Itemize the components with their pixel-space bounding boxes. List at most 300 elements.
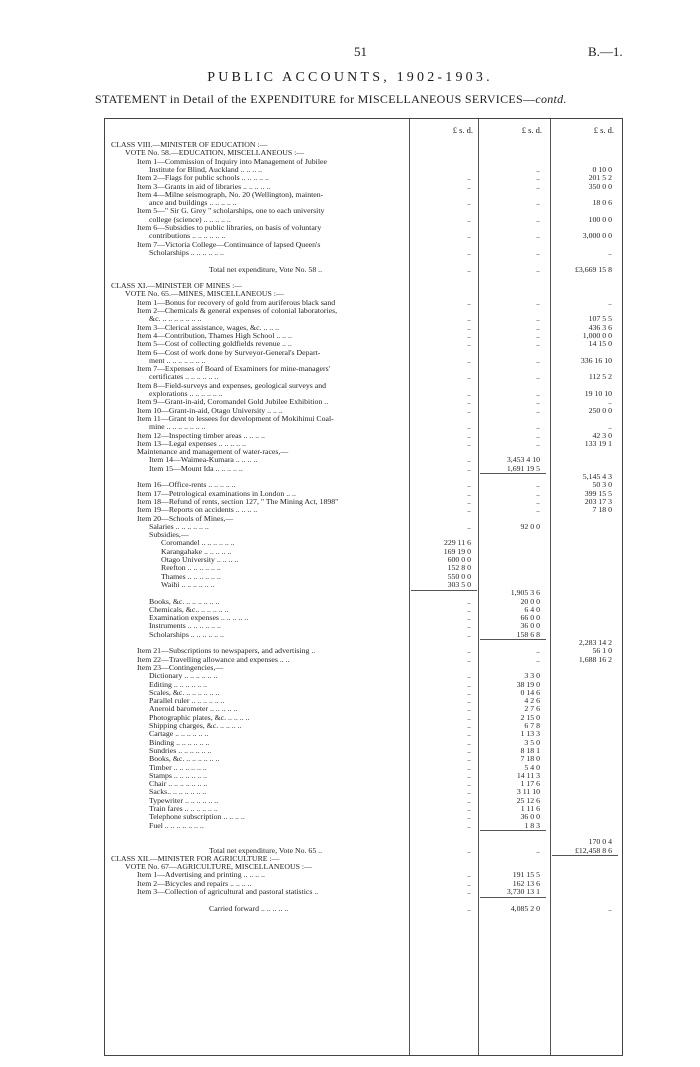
amount-column-1: .. [467, 671, 471, 681]
amount-column-1: .. [467, 870, 471, 880]
table-row [105, 332, 624, 340]
table-row [105, 174, 624, 182]
amount-column-1: .. [467, 463, 471, 473]
amount-column-1: 303 5 0 [447, 579, 471, 589]
table-row [105, 822, 624, 830]
table-row [105, 423, 624, 431]
row-description: Otago University .. .. .. .. [161, 556, 239, 564]
table-row [105, 797, 624, 805]
amount-column-1: .. [467, 496, 471, 506]
amount-column-3: 1,000 0 0 [582, 330, 612, 340]
amount-column-3: 100 0 0 [588, 214, 612, 224]
row-description: Train fares .. .. .. .. .. .. [149, 805, 218, 813]
row-description: Typewriter .. .. .. .. .. .. [149, 796, 219, 805]
table-row [105, 705, 624, 713]
amount-column-2: 5 4 0 [524, 762, 540, 772]
table-row [105, 523, 624, 531]
row-description: Chair .. .. .. .. .. .. .. [149, 780, 208, 789]
row-description: Item 1—Commission of Inquiry into Management of Jubilee [137, 157, 327, 166]
row-description: certificates .. .. .. .. .. .. [149, 373, 219, 382]
row-description: Salaries .. .. .. .. .. .. [149, 522, 209, 531]
table-row [105, 896, 624, 904]
amount-column-2: .. [536, 314, 540, 324]
table-row [105, 847, 624, 855]
table-row [105, 282, 624, 290]
amount-column-2: 2 15 0 [520, 712, 540, 722]
amount-column-1: .. [467, 521, 471, 531]
table-row [105, 656, 624, 664]
table-row [105, 697, 624, 705]
amount-column-3: 5,145 4 3 [582, 472, 612, 481]
row-description: &c. .. .. .. .. .. .. .. [149, 315, 202, 324]
table-row [105, 863, 624, 871]
table-row [105, 324, 624, 332]
amount-column-1: .. [467, 878, 471, 888]
amount-column-1: .. [467, 480, 471, 490]
row-description: Examination expenses .. .. .. .. .. [149, 614, 249, 623]
table-row [105, 432, 624, 440]
table-row [105, 183, 624, 191]
table-row [105, 838, 624, 846]
row-description: Total net expenditure, Vote No. 58 .. [209, 265, 323, 274]
amount-column-2: 3 11 10 [516, 787, 540, 797]
row-description: Subsidies,— [149, 531, 189, 540]
row-description: Telephone subscription .. .. .. .. [149, 813, 245, 822]
amount-column-2: 38 19 0 [516, 679, 540, 689]
table-row [105, 440, 624, 448]
amount-column-1: 600 0 0 [447, 555, 471, 564]
row-description: Item 5—" Sir G. Grey " scholarships, one to each university [137, 207, 325, 216]
amount-column-3: .. [608, 397, 612, 407]
row-description: Scales, &c. .. .. .. .. .. .. [149, 688, 220, 697]
table-row [105, 365, 624, 373]
table-row [105, 166, 624, 174]
amount-column-1: .. [467, 779, 471, 789]
table-row [105, 639, 624, 647]
row-description: Item 6—Subsidies to public libraries, on basis of voluntary [137, 224, 322, 232]
table-row [105, 506, 624, 514]
amount-column-3: 18 0 6 [592, 198, 612, 208]
row-description: CLASS XI.—MINISTER OF MINES :— [111, 282, 243, 291]
amount-column-3: 50 3 0 [592, 480, 612, 490]
amount-column-3: 107 5 5 [588, 314, 612, 324]
table-row [105, 390, 624, 398]
row-description: Item 5—Cost of collecting goldfields revenue .. .. [137, 340, 292, 349]
amount-column-2: 1,691 19 5 [506, 463, 540, 473]
table-row [105, 581, 624, 589]
amount-column-1: .. [467, 231, 471, 241]
amount-column-2: 6 4 0 [524, 604, 540, 614]
table-row [105, 241, 624, 249]
table-row [105, 780, 624, 788]
amount-column-1: .. [467, 903, 471, 913]
table-row [105, 871, 624, 879]
table-row [105, 548, 624, 556]
table-row [105, 498, 624, 506]
row-description: Cartage .. .. .. .. .. .. [149, 730, 209, 739]
row-description: VOTE No. 65.—MINES, MISCELLANEOUS :— [125, 290, 284, 299]
table-row [105, 830, 624, 838]
amount-column-1: .. [467, 687, 471, 697]
table-row [105, 290, 624, 298]
table-row [105, 398, 624, 406]
amount-column-1: .. [467, 696, 471, 706]
amount-column-2: 3 3 0 [524, 671, 540, 681]
row-description: Fuel .. .. .. .. .. .. .. [149, 821, 204, 830]
amount-column-1: .. [467, 770, 471, 780]
row-description: Item 4—Milne seismograph, No. 20 (Wellington), mainten- [137, 190, 324, 199]
amount-column-3: 1,688 16 2 [578, 654, 612, 664]
table-row [105, 315, 624, 323]
amount-column-2: .. [536, 438, 540, 448]
page-number: 51 [354, 44, 367, 59]
table-row [105, 407, 624, 415]
amount-column-3: £3,669 15 8 [574, 264, 612, 274]
table-row [105, 805, 624, 813]
table-row [105, 257, 624, 265]
amount-column-2: .. [536, 480, 540, 490]
row-description: Item 6—Cost of work done by Surveyor-General's Depart- [137, 348, 321, 357]
amount-column-3: 112 5 2 [588, 372, 612, 382]
amount-column-1: .. [467, 845, 471, 855]
amount-column-2: 158 6 8 [516, 629, 540, 639]
row-description: Aneroid barometer .. .. .. .. .. [149, 705, 238, 714]
row-description: Waihi .. .. .. .. .. .. [161, 580, 215, 589]
amount-column-3: 2,283 14 2 [578, 638, 612, 647]
amount-column-2: .. [536, 430, 540, 440]
row-description: Item 19—Reports on accidents .. .. .. .. [137, 506, 258, 515]
amount-column-2: 3,730 13 1 [506, 887, 540, 896]
amount-column-3: 133 19 1 [584, 438, 612, 448]
row-description: Item 13—Legal expenses .. .. .. .. .. [137, 439, 246, 448]
row-description: Item 4—Contribution, Thames High School .. .. .. [137, 331, 292, 340]
row-description: Parallel ruler .. .. .. .. .. .. [149, 697, 225, 706]
table-row [105, 905, 624, 913]
row-description: explorations .. .. .. .. .. .. [149, 390, 223, 398]
amount-column-1: .. [467, 712, 471, 722]
amount-column-1: .. [467, 704, 471, 714]
table-row [105, 589, 624, 597]
amount-column-3: 14 15 0 [588, 339, 612, 349]
row-description: Item 10—Grant-in-aid, Otago University .. .. .. [137, 406, 283, 415]
row-description: Scholarships .. .. .. .. .. .. [149, 630, 224, 639]
amount-column-2: 6 7 8 [524, 721, 540, 730]
table-row [105, 730, 624, 738]
column-header-2: £ s. d. [521, 125, 542, 135]
amount-column-3: 56 1 0 [592, 646, 612, 656]
amount-column-3: 0 10 0 [592, 164, 612, 174]
amount-column-1: .. [467, 621, 471, 631]
row-description: Item 18—Refund of rents, section 127, " The Mining Act, 1898" [137, 497, 339, 506]
row-description: Stamps .. .. .. .. .. .. [149, 771, 208, 780]
table-row [105, 224, 624, 232]
row-description: Books, &c. .. .. .. .. .. .. [149, 597, 220, 606]
subtitle-text: STATEMENT in Detail of the EXPENDITURE for MISCELLANEOUS SERVICES— [95, 92, 536, 106]
amount-column-2: .. [536, 422, 540, 432]
amount-column-3: 3,000 0 0 [582, 231, 612, 241]
row-description: Shipping charges, &c. .. .. .. .. [149, 722, 242, 730]
amount-column-1: .. [467, 438, 471, 448]
amount-column-1: .. [467, 405, 471, 415]
amount-column-3: .. [608, 903, 612, 913]
table-row [105, 415, 624, 423]
amount-column-1: .. [467, 214, 471, 224]
amount-column-3: 436 3 6 [588, 322, 612, 332]
table-row [105, 199, 624, 207]
table-row [105, 473, 624, 481]
row-description: Maintenance and management of water-races,— [137, 448, 289, 457]
amount-column-1: .. [467, 804, 471, 813]
row-description: ance and buildings .. .. .. .. .. [149, 199, 237, 208]
table-row [105, 481, 624, 489]
table-row [105, 216, 624, 224]
row-description: VOTE No. 58.—EDUCATION, MISCELLANEOUS :— [125, 149, 305, 158]
row-description: CLASS VIII.—MINISTER OF EDUCATION :— [111, 141, 268, 149]
amount-column-2: .. [536, 488, 540, 498]
table-row [105, 373, 624, 381]
amount-column-2: .. [536, 505, 540, 515]
amount-column-2: .. [536, 330, 540, 340]
table-row [105, 664, 624, 672]
amount-column-3: 250 0 0 [588, 405, 612, 415]
row-description: Editing .. .. .. .. .. .. [149, 680, 208, 689]
table-row [105, 722, 624, 730]
amount-column-2: 2 7 6 [524, 704, 540, 714]
table-row [105, 788, 624, 796]
amount-column-2: .. [536, 173, 540, 183]
amount-column-1: .. [467, 745, 471, 755]
row-description: Item 17—Petrological examinations in London .. .. [137, 489, 296, 498]
amount-column-2: .. [536, 247, 540, 257]
row-description: Timber .. .. .. .. .. .. [149, 763, 207, 772]
row-description: Item 20—Schools of Mines,— [137, 514, 234, 523]
table-row [105, 207, 624, 215]
row-description: Item 2—Bicycles and repairs .. .. .. .. [137, 879, 252, 888]
table-row [105, 515, 624, 523]
table-row [105, 490, 624, 498]
amount-column-2: .. [536, 264, 540, 274]
amount-column-1: .. [467, 330, 471, 340]
row-description: Dictionary .. .. .. .. .. .. [149, 672, 218, 681]
row-description: Item 9—Grant-in-aid, Coromandel Gold Jubilee Exhibition .. [137, 398, 329, 407]
table-row [105, 539, 624, 547]
amount-column-1: .. [467, 613, 471, 623]
amount-column-2: .. [536, 231, 540, 241]
amount-column-2: .. [536, 297, 540, 307]
table-row [105, 689, 624, 697]
amount-column-2: 14 11 3 [516, 770, 540, 780]
amount-column-1: .. [467, 247, 471, 257]
amount-column-2: .. [536, 164, 540, 174]
row-description: Item 23—Contingencies,— [137, 663, 224, 672]
table-row [105, 349, 624, 357]
table-row [105, 158, 624, 166]
amount-column-1: .. [467, 488, 471, 498]
table-row [105, 564, 624, 572]
table-row [105, 249, 624, 257]
amount-column-1: .. [467, 812, 471, 822]
amount-column-3: 203 17 3 [584, 496, 612, 506]
amount-column-1: .. [467, 339, 471, 349]
table-row [105, 714, 624, 722]
amount-column-2: 3 5 0 [524, 737, 540, 747]
amount-column-1: .. [467, 795, 471, 805]
amount-column-1: .. [467, 721, 471, 730]
amount-column-2: 1 11 6 [520, 804, 540, 813]
amount-column-2: 1,905 3 6 [510, 588, 540, 598]
table-row [105, 307, 624, 315]
expenditure-table [104, 118, 623, 1056]
amount-column-2: 66 0 0 [520, 613, 540, 623]
row-description: Reefton .. .. .. .. .. .. [161, 564, 221, 573]
amount-column-1: 550 0 0 [447, 571, 471, 581]
row-description: Instruments .. .. .. .. .. .. [149, 622, 221, 631]
table-row [105, 631, 624, 639]
table-row [105, 141, 624, 149]
row-description: Item 21—Subscriptions to newspapers, and advertising .. [137, 647, 316, 656]
amount-column-2: 8 18 1 [520, 745, 540, 755]
amount-column-1: .. [467, 887, 471, 896]
amount-column-1: .. [467, 173, 471, 183]
row-description: Item 11—Grant to lessees for development of Mokihinui Coal- [137, 414, 334, 423]
amount-column-2: 7 18 0 [520, 754, 540, 764]
amount-column-2: .. [536, 845, 540, 855]
amount-column-1: .. [467, 820, 471, 830]
row-description: Item 15—Mount Ida .. .. .. .. .. [149, 464, 243, 473]
amount-column-1: .. [467, 430, 471, 440]
table-row [105, 880, 624, 888]
row-description: college (science) .. .. .. .. .. [149, 215, 231, 224]
row-description: Item 3—Grants in aid of libraries .. .. .. .. .. [137, 182, 271, 191]
amount-column-2: 0 14 6 [520, 687, 540, 697]
amount-column-2: .. [536, 397, 540, 407]
amount-column-3: .. [608, 422, 612, 432]
table-row [105, 274, 624, 282]
amount-column-3: 170 0 4 [588, 837, 612, 847]
amount-column-1: .. [467, 646, 471, 656]
row-description: Books, &c. .. .. .. .. .. .. [149, 755, 220, 764]
amount-column-2: .. [536, 646, 540, 656]
table-row [105, 456, 624, 464]
table-row [105, 614, 624, 622]
amount-column-1: .. [467, 314, 471, 324]
row-description: Karangahake .. .. .. .. .. [161, 547, 232, 556]
table-row [105, 606, 624, 614]
table-row [105, 299, 624, 307]
table-row [105, 149, 624, 157]
amount-column-1: .. [467, 198, 471, 208]
table-row [105, 813, 624, 821]
amount-column-2: .. [536, 372, 540, 382]
row-description: Item 2—Chemicals & general expenses of colonial laboratories, [137, 307, 338, 315]
row-description: Item 1—Advertising and printing .. .. .. .. [137, 871, 265, 880]
row-description: mine .. .. .. .. .. .. .. [149, 423, 206, 432]
table-row [105, 772, 624, 780]
amount-column-1: .. [467, 397, 471, 407]
subtitle-contd: contd. [535, 92, 567, 106]
amount-column-1: 229 11 6 [444, 538, 471, 548]
amount-column-2: 3,453 4 10 [506, 455, 540, 465]
row-description: Item 14—Waimea-Kumara .. .. .. .. [149, 456, 258, 465]
amount-column-2: 162 13 6 [512, 878, 540, 888]
amount-column-1: .. [467, 181, 471, 191]
table-row [105, 448, 624, 456]
document-reference: B.—1. [588, 44, 623, 59]
amount-column-1: .. [467, 629, 471, 639]
row-description: Scholarships .. .. .. .. .. .. [149, 248, 224, 257]
amount-column-2: 25 12 6 [516, 795, 540, 805]
row-description: Photographic plates, &c. .. .. .. .. [149, 713, 250, 722]
row-description: Item 7—Victoria College—Continuance of lapsed Queen's [137, 240, 321, 249]
amount-column-1: 169 19 0 [443, 546, 471, 556]
table-row [105, 681, 624, 689]
row-description: Institute for Blind, Auckland .. .. .. .. [149, 165, 263, 174]
table-row [105, 739, 624, 747]
amount-column-1: 152 8 0 [447, 563, 471, 573]
amount-column-3: 399 15 5 [584, 488, 612, 498]
table-row [105, 232, 624, 240]
amount-column-3: 201 5 2 [588, 173, 612, 183]
amount-column-2: .. [536, 405, 540, 415]
amount-column-1: .. [467, 372, 471, 382]
row-description: ment .. .. .. .. .. .. .. [149, 356, 206, 365]
row-description: Item 7—Expenses of Board of Examiners for mine-managers' [137, 365, 331, 374]
row-description: Chemicals, &c.. .. .. .. .. .. [149, 605, 229, 614]
row-description: Item 1—Bonus for recovery of gold from auriferous black sand [137, 298, 336, 307]
amount-column-3: .. [608, 297, 612, 307]
row-description: Item 2—Flags for public schools .. .. .. .. .. [137, 174, 269, 183]
amount-column-2: 4,085 2 0 [510, 903, 540, 913]
amount-column-1: .. [467, 729, 471, 739]
amount-column-3: .. [608, 247, 612, 257]
table-row [105, 672, 624, 680]
amount-column-1: .. [467, 787, 471, 797]
table-row [105, 191, 624, 199]
amount-column-2: 4 2 6 [524, 696, 540, 706]
amount-column-2: 36 0 0 [520, 621, 540, 631]
amount-column-1: .. [467, 422, 471, 432]
table-row [105, 382, 624, 390]
row-description: Total net expenditure, Vote No. 65 .. [209, 846, 323, 855]
amount-column-2: 1 13 3 [520, 729, 540, 739]
table-row [105, 598, 624, 606]
amount-column-1: .. [467, 737, 471, 747]
amount-column-2: .. [536, 355, 540, 365]
amount-column-2: .. [536, 322, 540, 332]
amount-column-2: 92 0 0 [520, 521, 540, 531]
page-title: PUBLIC ACCOUNTS, 1902-1903. [207, 70, 493, 85]
amount-column-1: .. [467, 455, 471, 465]
table-row [105, 888, 624, 896]
row-description: Item 16—Office-rents .. .. .. .. .. [137, 481, 236, 490]
table-row [105, 747, 624, 755]
table-row [105, 764, 624, 772]
row-description: Sacks.. .. .. .. .. .. .. [149, 788, 207, 797]
row-description: VOTE No. 67—AGRICULTURE, MISCELLANEOUS :— [125, 863, 312, 872]
amount-column-1: .. [467, 762, 471, 772]
column-header-3: £ s. d. [593, 125, 614, 135]
amount-column-1: .. [467, 604, 471, 614]
amount-column-3: 350 0 0 [588, 181, 612, 191]
row-description: Item 12—Inspecting timber areas .. .. .. .. [137, 431, 265, 440]
row-description: Coromandel .. .. .. .. .. .. [161, 539, 235, 548]
amount-column-2: 191 15 5 [512, 870, 540, 880]
amount-column-2: 1 17 6 [520, 779, 540, 789]
table-row [105, 531, 624, 539]
row-description: Item 3—Collection of agricultural and pastoral statistics .. [137, 888, 319, 896]
amount-column-3: 336 16 10 [580, 355, 612, 365]
row-description: Carried forward .. .. .. .. .. [209, 904, 289, 913]
